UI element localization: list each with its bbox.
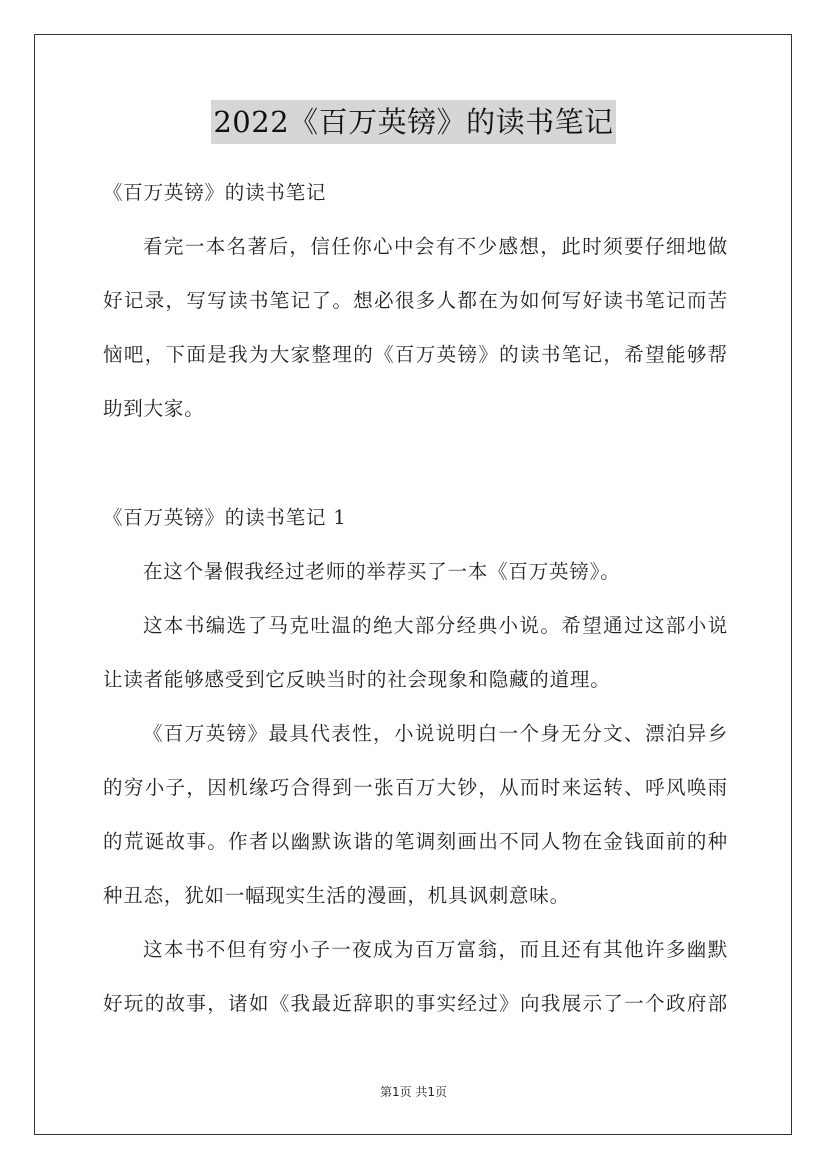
intro-line: 恼吧，下面是我为大家整理的《百万英镑》的读书笔记，希望能够帮 — [103, 343, 728, 366]
document-subtitle: 《百万英镑》的读书笔记 — [103, 181, 327, 204]
body-line: 这本书编选了马克吐温的绝大部分经典小说。希望通过这部小说 — [143, 614, 728, 637]
body-line: 的穷小子，因机缘巧合得到一张百万大钞，从而时来运转、呼风唤雨 — [103, 776, 728, 799]
document-title: 2022《百万英镑》的读书笔记 — [211, 100, 615, 144]
body-line: 的荒诞故事。作者以幽默诙谐的笔调刻画出不同人物在金钱面前的种 — [103, 830, 728, 853]
intro-line: 好记录，写写读书笔记了。想必很多人都在为如何写好读书笔记而苦 — [103, 289, 728, 312]
body-line: 在这个暑假我经过老师的举荐买了一本《百万英镑》。 — [143, 560, 621, 583]
body-line: 《百万英镑》最具代表性，小说说明白一个身无分文、漂泊异乡 — [143, 722, 728, 745]
body-line: 好玩的故事，诸如《我最近辞职的事实经过》向我展示了一个政府部 — [103, 992, 728, 1015]
section-heading: 《百万英镑》的读书笔记 1 — [103, 506, 347, 529]
intro-line: 助到大家。 — [103, 397, 205, 420]
body-line: 这本书不但有穷小子一夜成为百万富翁，而且还有其他许多幽默 — [143, 938, 728, 961]
page-footer: 第1页 共1页 — [379, 1085, 448, 1099]
body-line: 让读者能够感受到它反映当时的社会现象和隐藏的道理。 — [103, 668, 611, 691]
title-container — [0, 100, 827, 144]
body-line: 种丑态，犹如一幅现实生活的漫画，机具讽刺意味。 — [103, 884, 570, 907]
intro-line: 看完一本名著后，信任你心中会有不少感想，此时须要仔细地做 — [143, 235, 728, 258]
